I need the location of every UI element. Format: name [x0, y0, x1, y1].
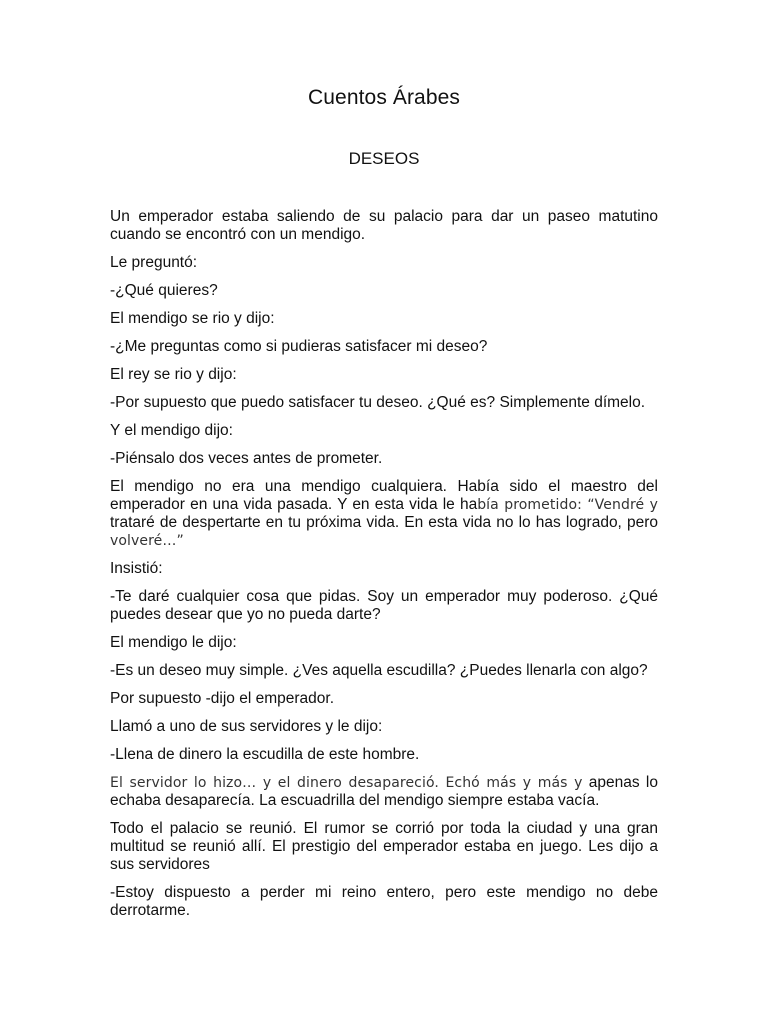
paragraph-emperor-meets-beggar: Un emperador estaba saliendo de su palacio para dar un paseo matutino cuando se encontró con un mendigo.	[110, 208, 658, 243]
story-body	[110, 208, 658, 930]
paragraph-beggar-was-master-part3: trataré de despertarte en tu próxima vida. En esta vida no lo has logrado, pero	[110, 514, 658, 531]
paragraph-te-dare: -Te daré cualquier cosa que pidas. Soy un emperador muy poderoso. ¿Qué puedes desear que yo no pueda darte?	[110, 588, 658, 623]
paragraph-simple-wish: -Es un deseo muy simple. ¿Ves aquella escudilla? ¿Puedes llenarla con algo?	[110, 662, 648, 679]
paragraph-beggar-was-master-part2: bía prometido: “Vendré y	[477, 497, 658, 513]
paragraph-servidor-lo-hizo-part1: El servidor lo hizo… y el dinero desapareció. Echó más y más y	[110, 775, 583, 791]
paragraph-beggar-was-master-part1: El mendigo no era una mendigo cualquiera. Había sido el maestro del emperador en una vida pasada. Y en esta vida le ha	[110, 478, 658, 513]
paragraph-me-preguntas: -¿Me preguntas como si pudieras satisfacer mi deseo?	[110, 338, 488, 355]
paragraph-le-pregunto: Le preguntó:	[110, 254, 198, 271]
paragraph-por-supuesto: -Por supuesto que puedo satisfacer tu deseo. ¿Qué es? Simplemente dímelo.	[110, 394, 646, 411]
paragraph-beggar-laughs: El mendigo se rio y dijo:	[110, 310, 275, 327]
paragraph-por-supuesto-emperador: Por supuesto -dijo el emperador.	[110, 690, 335, 707]
paragraph-beggar-told-him: El mendigo le dijo:	[110, 634, 237, 651]
paragraph-servidor-lo-hizo	[110, 774, 658, 810]
paragraph-insistio: Insistió:	[110, 560, 163, 577]
paragraph-llamo-servidor: Llamó a uno de sus servidores y le dijo:	[110, 718, 383, 735]
paragraph-llena-de-dinero: -Llena de dinero la escudilla de este hombre.	[110, 746, 420, 763]
paragraph-piensalo: -Piénsalo dos veces antes de prometer.	[110, 450, 383, 467]
paragraph-palacio-reunido: Todo el palacio se reunió. El rumor se corrió por toda la ciudad y una gran multitud se reunió allí. El prestigio del emperador estaba en juego. Les dijo a sus servidores	[110, 820, 658, 873]
paragraph-beggar-said: Y el mendigo dijo:	[110, 422, 233, 439]
story-title: DESEOS	[348, 149, 420, 168]
paragraph-que-quieres: -¿Qué quieres?	[110, 282, 218, 299]
paragraph-king-laughs: El rey se rio y dijo:	[110, 366, 237, 383]
paragraph-estoy-dispuesto: -Estoy dispuesto a perder mi reino entero, pero este mendigo no debe derrotarme.	[110, 884, 658, 919]
paragraph-beggar-was-master-part4: volveré…”	[110, 533, 184, 549]
book-title: Cuentos Árabes	[308, 86, 460, 109]
paragraph-beggar-was-master	[110, 478, 658, 550]
paragraph-servidor-lo-hizo-part2: apenas lo echaba desaparecía. La escuadrilla del mendigo siempre estaba vacía.	[110, 774, 658, 809]
